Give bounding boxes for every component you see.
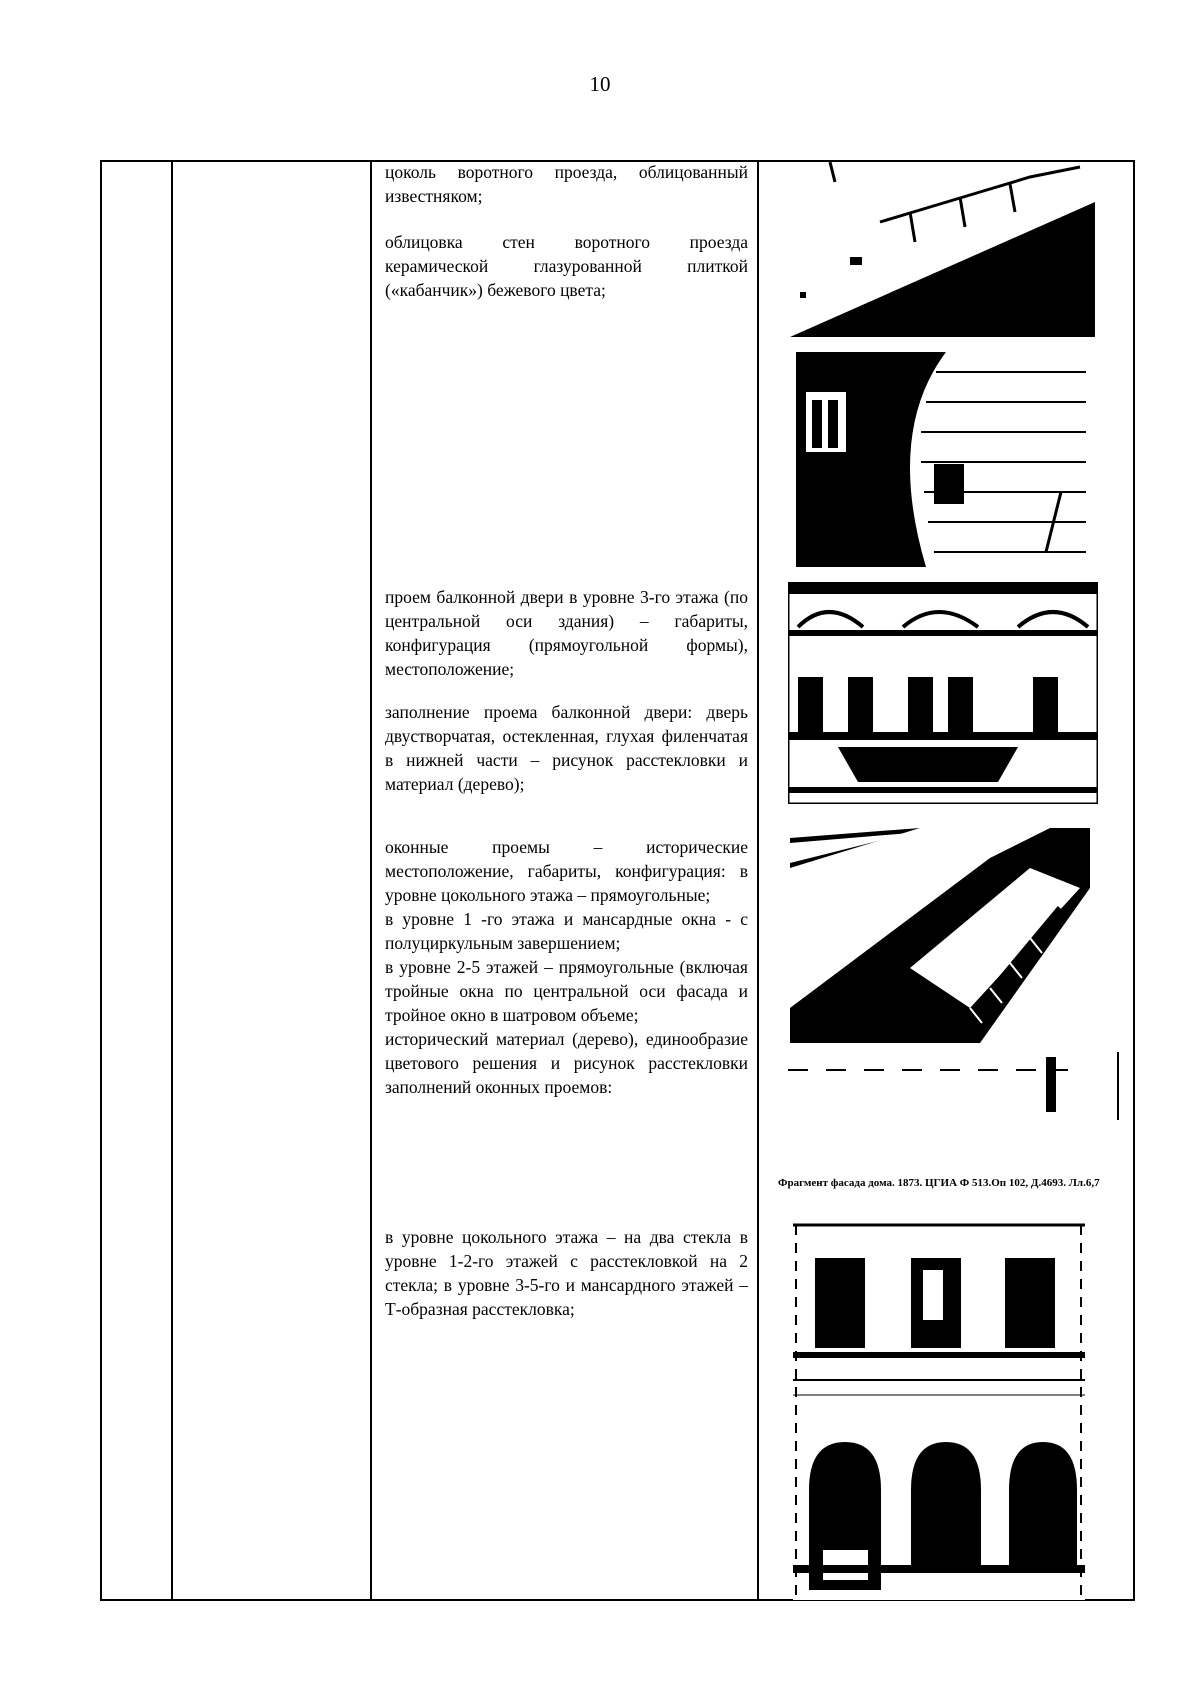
page-number: 10 [589, 72, 611, 96]
window-openings-photo [790, 828, 1090, 1043]
description-block-plinth [385, 160, 748, 208]
description-block-window-openings [385, 835, 748, 1099]
text-plinth: цоколь воротного проезда, облицованный известняком; [385, 162, 748, 206]
text-window-material: исторический материал (дерево), единообразие цветового решения и рисунок расстекловки заполнений оконных проемов: [385, 1029, 748, 1097]
historical-facade-drawing [793, 1220, 1085, 1600]
column-divider-2 [370, 160, 372, 1601]
limestone-plinth-photo [790, 162, 1095, 337]
photo-caption: Фрагмент фасада дома. 1873. ЦГИА Ф 513.Оп 102, Д.4693. Лл.6,7 [778, 1177, 1100, 1189]
text-window-upper-floors: в уровне 2-5 этажей – прямоугольные (включая тройные окна по центральной оси фасада и тройное окно в шатровом объеме; [385, 957, 748, 1025]
text-balcony-opening: проем балконной двери в уровне 3-го этажа (по центральной оси здания) – габариты, конфигурация (прямоугольной формы), местоположение; [385, 587, 748, 679]
text-glazing: в уровне цокольного этажа – на два стекла в уровне 1-2-го этажей с расстекловкой на 2 стекла; в уровне 3-5-го и мансардного этажей – Т-образная расстекловка; [385, 1227, 748, 1319]
text-window-openings: оконные проемы – исторические местоположение, габариты, конфигурация: в уровне цокольного этажа – прямоугольные; [385, 837, 748, 905]
text-balcony-door: заполнение проема балконной двери: дверь двустворчатая, остекленная, глухая филенчатая в нижней части – рисунок расстекловки и материал (дерево); [385, 702, 748, 794]
facade-strip-photo [778, 1052, 1123, 1120]
balcony-door-photo [788, 582, 1098, 804]
description-block-balcony-opening [385, 585, 748, 681]
tiled-gateway-wall-photo [796, 352, 1086, 567]
description-block-glazing [385, 1225, 748, 1321]
description-block-balcony-door [385, 700, 748, 796]
column-divider-4 [1133, 160, 1135, 1601]
description-block-gateway-tiles [385, 230, 748, 302]
column-divider-1 [171, 160, 173, 1601]
text-window-first-floor: в уровне 1 -го этажа и мансардные окна - с полуциркульным завершением; [385, 909, 748, 953]
column-divider-0 [100, 160, 102, 1601]
text-gateway-tiles: облицовка стен воротного проезда керамической глазурованной плиткой («кабанчик») бежевого цвета; [385, 232, 748, 300]
column-divider-3 [757, 160, 759, 1601]
